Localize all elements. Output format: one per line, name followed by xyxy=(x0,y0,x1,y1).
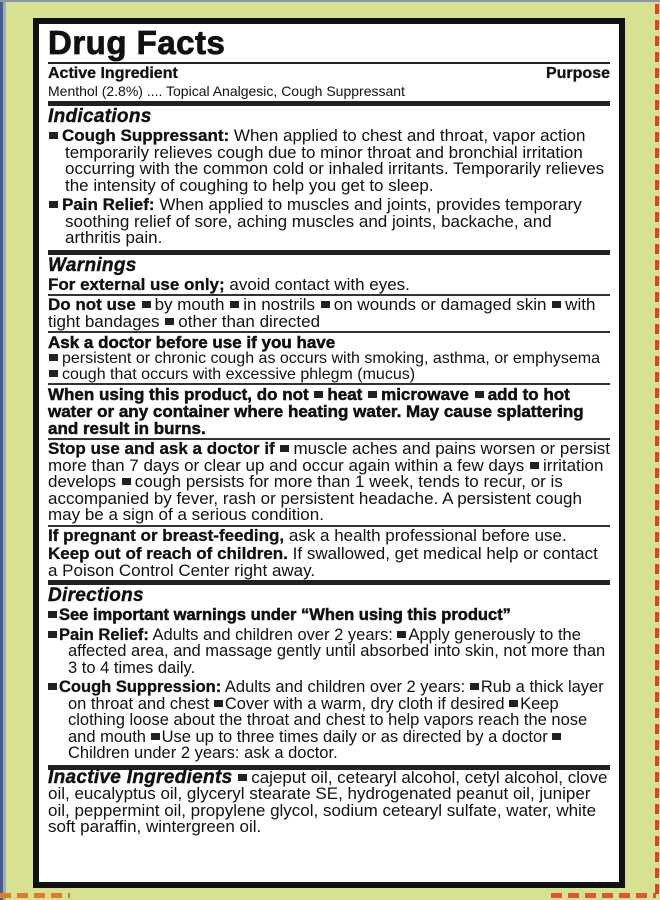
indications-title: Indications xyxy=(48,106,152,127)
drug-facts-panel xyxy=(33,18,625,888)
bullet-square-icon xyxy=(214,700,223,707)
warnings-title: Warnings xyxy=(48,254,137,276)
top-edge-line xyxy=(0,0,660,2)
warning-stop-use: Stop use and ask a doctor if muscle aches and pains worsen or persist more than 7 days or clear up and occur again within a few days irritation develops cough persists for more than 1 week, tends to recur, or is accompanied by fever, rash or persistent headache. A persistent cough may be a sign of a serious condition. xyxy=(48,439,610,524)
direction-pain-relief: Pain Relief: Adults and children over 2 years: Apply generously to the affected area, and massage gently until absorbed into skin, not more than 3 to 4 times daily. xyxy=(48,627,610,677)
active-ingredient-label: Active Ingredient xyxy=(48,65,178,82)
bullet-square-icon xyxy=(165,318,174,325)
divider xyxy=(48,62,610,64)
warning-when-using: When using this product, do not heat microwave add to hot water or any container where heating water. May cause splattering and result in burns. xyxy=(48,385,584,438)
bullet-square-icon xyxy=(470,683,479,690)
bullet-square-icon xyxy=(238,774,247,781)
direction-see-warnings: See important warnings under “When using this product” xyxy=(48,607,610,624)
bullet-square-icon xyxy=(397,631,406,638)
bullet-square-icon xyxy=(151,733,160,740)
bullet-square-icon xyxy=(122,478,131,485)
left-edge-shadow xyxy=(3,0,6,900)
purpose-label: Purpose xyxy=(545,65,610,82)
panel-title: Drug Facts xyxy=(48,24,226,61)
bullet-square-icon xyxy=(142,301,151,308)
bullet-square-icon xyxy=(49,201,58,208)
bullet-square-icon xyxy=(49,370,58,377)
directions-title: Directions xyxy=(48,585,144,606)
bullet-square-icon xyxy=(48,683,57,690)
bullet-square-icon xyxy=(321,301,330,308)
direction-cough: Cough Suppression: Adults and children over 2 years: Rub a thick layer on throat and chest Cover with a warm, dry cloth if desired Keep clothing loose about the throat and chest to help vapors reach the nose and mouth Use up to three times daily or as directed by a doctor Children under 2 years: ask a doctor. xyxy=(48,679,610,762)
indication-pain: Pain Relief: When applied to muscles and joints, provides temporary soothing relief of sore, aching muscles and joints, backache, and arthritis pain. xyxy=(48,197,610,247)
active-ingredient-line: Menthol (2.8%) .... Topical Analgesic, Cough Suppressant xyxy=(48,83,405,99)
bullet-square-icon xyxy=(552,733,561,740)
bullet-square-icon xyxy=(280,445,289,452)
bottom-dashed-border-left xyxy=(0,893,70,898)
inactive-ingredients-title: Inactive Ingredients xyxy=(48,766,233,788)
indication-cough: Cough Suppressant: When applied to chest and throat, vapor action temporarily relieves cough due to minor throat and bronchial irritation occurring with the common cold or inhaled irritants. Temporarily relieves the intensity of coughing to help you get to sleep. xyxy=(48,128,610,194)
bullet-square-icon xyxy=(530,462,539,469)
warning-external: For external use only; avoid contact with eyes. xyxy=(48,274,410,294)
warning-do-not-use: Do not use by mouth in nostrils on wounds or damaged skin with tight bandages other than directed xyxy=(48,295,596,331)
bullet-square-icon xyxy=(48,611,57,618)
ask-doctor-heading: Ask a doctor before use if you have xyxy=(48,333,336,352)
bullet-square-icon xyxy=(552,301,561,308)
active-ingredient-header xyxy=(48,65,610,83)
bullet-square-icon xyxy=(509,700,518,707)
bullet-square-icon xyxy=(368,391,377,398)
inactive-ingredients: Inactive Ingredients cajeput oil, cetearyl alcohol, cetyl alcohol, clove oil, eucalyptus oil, glyceryl stearate SE, hydrogenated peanut oil, juniper oil, peppermint oil, propylene glycol, sodium cetearyl sulfate, water, white soft paraffin, wintergreen oil. xyxy=(48,766,608,836)
warning-ask-doctor: Ask a doctor before use if you have persistent or chronic cough as occurs with smoking, asthma, or emphysema cough that occurs with excessive phlegm (mucus) xyxy=(48,334,610,382)
bullet-square-icon xyxy=(48,631,57,638)
bullet-square-icon xyxy=(314,391,323,398)
bullet-square-icon xyxy=(475,391,484,398)
bullet-square-icon xyxy=(49,132,58,139)
bottom-dashed-border-right xyxy=(551,893,656,898)
bullet-square-icon xyxy=(230,301,239,308)
bullet-square-icon xyxy=(49,354,58,361)
warning-pregnant: If pregnant or breast-feeding, ask a health professional before use. xyxy=(48,525,567,545)
right-dashed-border xyxy=(655,4,659,900)
warning-children: Keep out of reach of children. If swallowed, get medical help or contact a Poison Control Center right away. xyxy=(48,544,598,580)
